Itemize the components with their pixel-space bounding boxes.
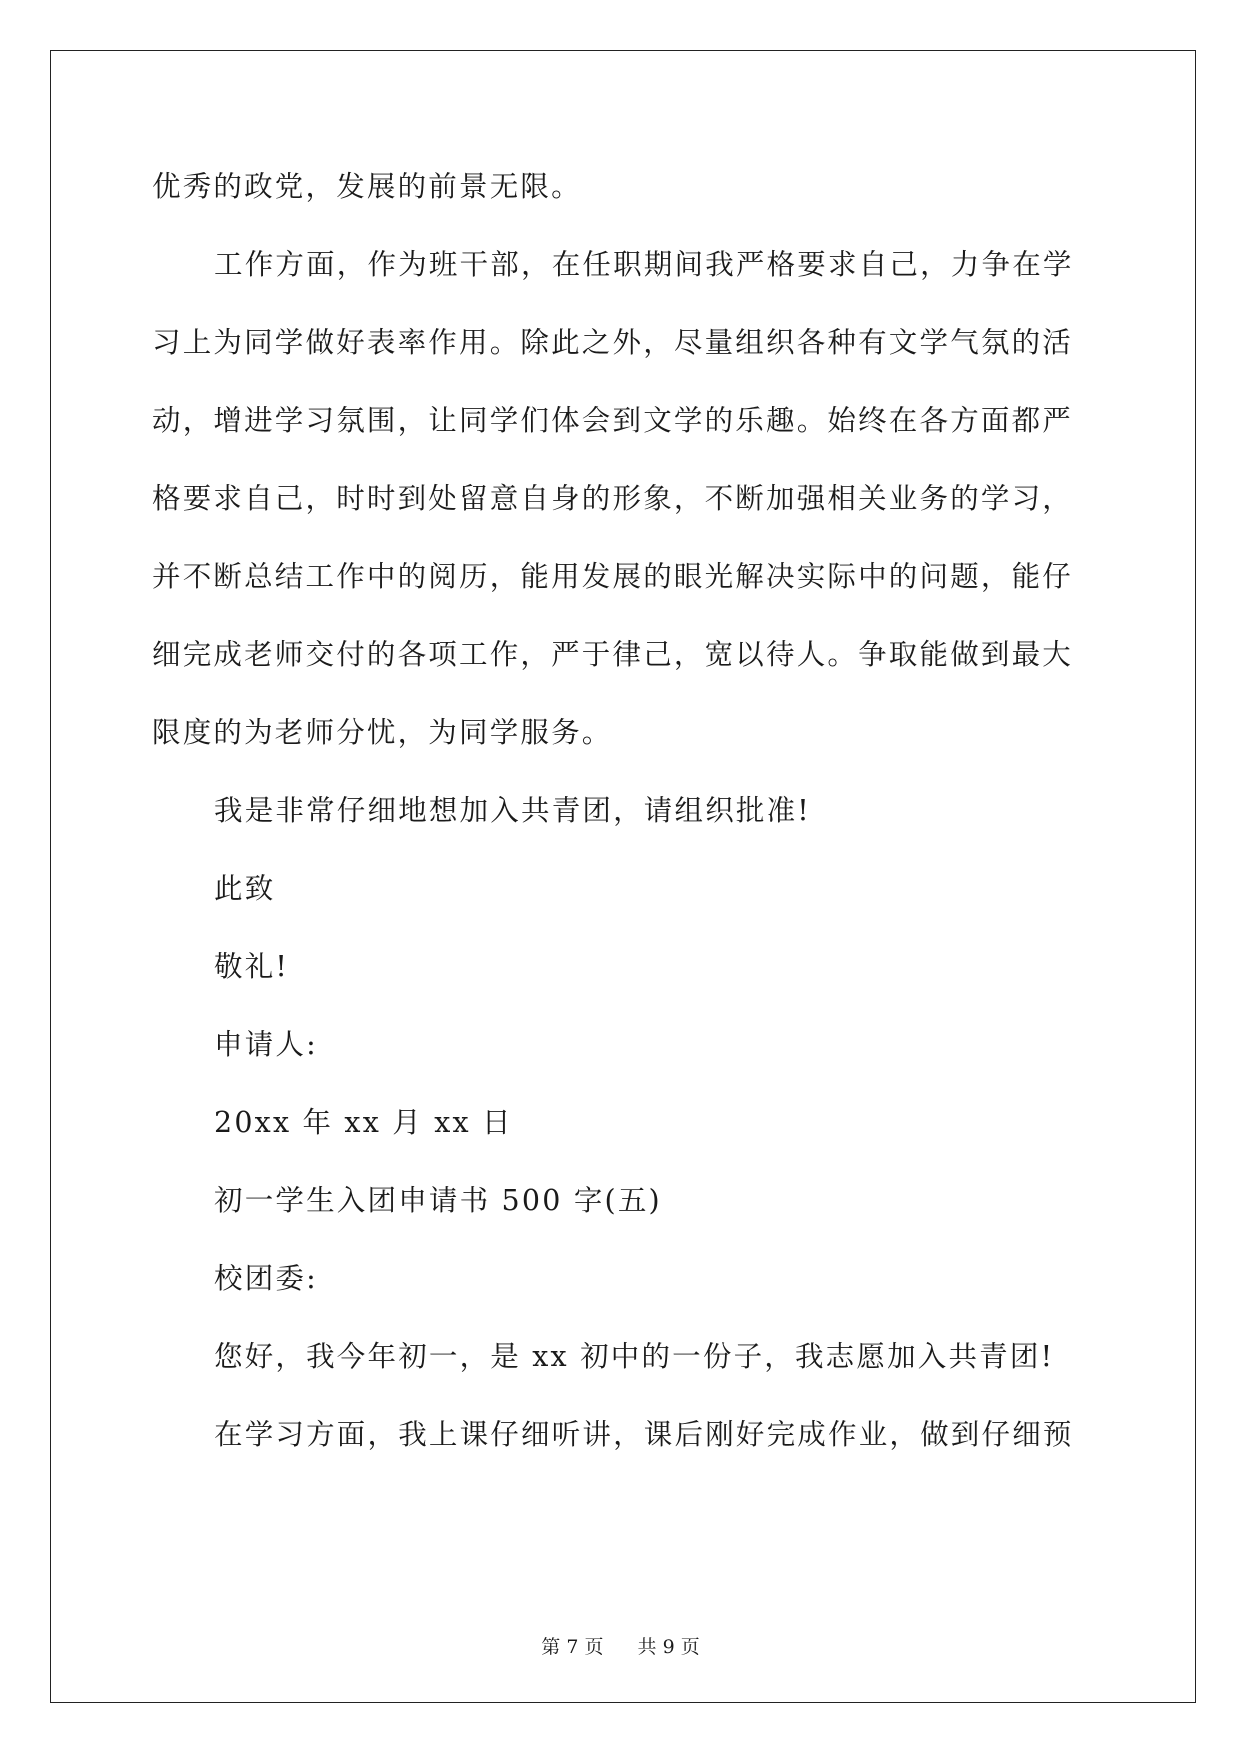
text-line: 动，增进学习氛围，让同学们体会到文学的乐趣。始终在各方面都严 <box>152 404 1074 437</box>
text-line: 您好，我今年初一，是 xx 初中的一份子，我志愿加入共青团! <box>214 1340 1055 1373</box>
text-line: 优秀的政党，发展的前景无限。 <box>152 170 582 203</box>
closing-regards: 敬礼! <box>214 950 290 983</box>
text-line: 限度的为老师分忧，为同学服务。 <box>152 716 613 749</box>
page-footer <box>0 1634 1241 1660</box>
date-line: 20xx 年 xx 月 xx 日 <box>214 1106 513 1139</box>
page-number: 第 7 页 <box>541 1636 604 1658</box>
applicant-label: 申请人: <box>214 1028 318 1061</box>
text-line: 我是非常仔细地想加入共青团，请组织批准! <box>214 794 811 827</box>
closing-salutation: 此致 <box>214 872 276 905</box>
section-title: 初一学生入团申请书 500 字(五) <box>214 1184 662 1217</box>
text-line: 细完成老师交付的各项工作，严于律己，宽以待人。争取能做到最大 <box>152 638 1074 671</box>
text-line: 习上为同学做好表率作用。除此之外，尽量组织各种有文学气氛的活 <box>152 326 1074 359</box>
text-line: 并不断总结工作中的阅历，能用发展的眼光解决实际中的问题，能仔 <box>152 560 1074 593</box>
document-body <box>152 148 1097 1474</box>
text-line: 格要求自己，时时到处留意自身的形象，不断加强相关业务的学习， <box>152 482 1074 515</box>
recipient-line: 校团委: <box>214 1262 318 1295</box>
text-line: 工作方面，作为班干部，在任职期间我严格要求自己，力争在学 <box>214 248 1074 281</box>
page-total: 共 9 页 <box>637 1636 700 1658</box>
text-line: 在学习方面，我上课仔细听讲，课后刚好完成作业，做到仔细预 <box>214 1418 1074 1451</box>
